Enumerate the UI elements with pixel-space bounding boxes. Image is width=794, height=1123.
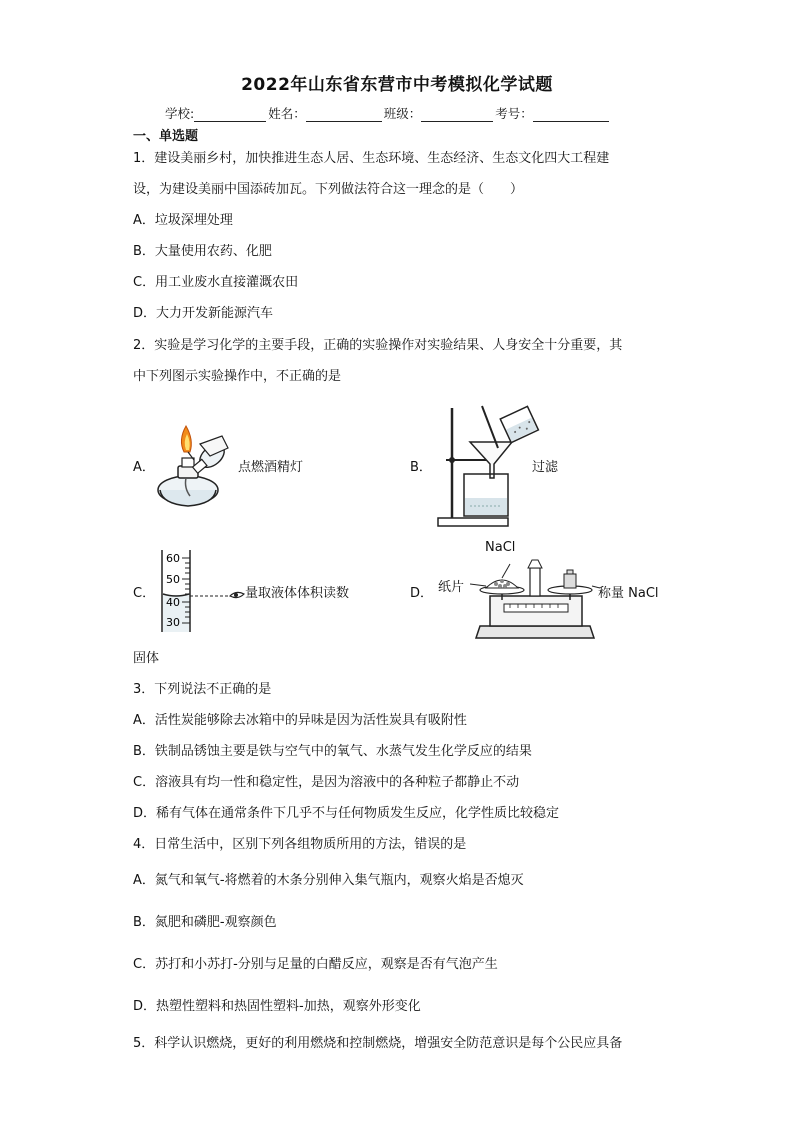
q1-option-d: D．大力开发新能源汽车 xyxy=(133,306,274,321)
q4-option-c: C．苏打和小苏打-分别与足量的白醋反应，观察是否有气泡产生 xyxy=(133,957,498,972)
name-label: 姓名： xyxy=(268,106,306,121)
cylinder-tick-30: 30 xyxy=(166,616,180,629)
q2-option-a-text: 点燃酒精灯 xyxy=(238,460,304,475)
q2-option-c-text: 量取液体体积读数 xyxy=(245,586,350,601)
section-heading: 一、单选题 xyxy=(133,129,199,144)
q2-option-b-letter: B． xyxy=(410,460,432,475)
q1-option-c: C．用工业废水直接灌溉农田 xyxy=(133,275,299,290)
balance-figure xyxy=(470,556,600,642)
name-blank[interactable] xyxy=(306,107,382,122)
q2-option-d-paper-label: 纸片 xyxy=(438,580,465,595)
student-info-row xyxy=(165,104,611,122)
q2-stem-line2: 中下列图示实验操作中，不正确的是 xyxy=(133,369,342,384)
school-label: 学校: xyxy=(165,106,195,121)
page-title: 2022年山东省东营市中考模拟化学试题 xyxy=(241,75,553,95)
exam-no-blank[interactable] xyxy=(533,107,609,122)
cylinder-tick-60: 60 xyxy=(166,552,180,565)
q4-option-a: A．氮气和氧气-将燃着的木条分别伸入集气瓶内，观察火焰是否熄灭 xyxy=(133,873,524,888)
q3-option-d: D．稀有气体在通常条件下几乎不与任何物质发生反应，化学性质比较稳定 xyxy=(133,806,560,821)
q4-stem: 4．日常生活中，区别下列各组物质所用的方法，错误的是 xyxy=(133,837,467,852)
q2-option-a-letter: A． xyxy=(133,460,155,475)
q2-option-d-letter: D． xyxy=(410,586,434,601)
q2-option-c-letter: C． xyxy=(133,586,156,601)
q3-option-a: A．活性炭能够除去冰箱中的异味是因为活性炭具有吸附性 xyxy=(133,713,467,728)
q3-option-c: C．溶液具有均一性和稳定性，是因为溶液中的各种粒子都静止不动 xyxy=(133,775,520,790)
q2-option-d-nacl-label: NaCl xyxy=(485,540,516,555)
q4-option-b: B．氮肥和磷肥-观察颜色 xyxy=(133,915,277,930)
q2-option-d-text-cont: 固体 xyxy=(133,651,160,666)
q2-option-b-text: 过滤 xyxy=(532,460,559,475)
q4-option-d: D．热塑性塑料和热固性塑料-加热，观察外形变化 xyxy=(133,999,421,1014)
q5-stem-line1: 5．科学认识燃烧，更好的利用燃烧和控制燃烧，增强安全防范意识是每个公民应具备 xyxy=(133,1036,623,1051)
q1-stem-line2: 设，为建设美丽中国添砖加瓦。下列做法符合这一理念的是（ ） xyxy=(133,182,524,197)
q3-stem: 3．下列说法不正确的是 xyxy=(133,682,272,697)
alcohol-lamp-figure xyxy=(150,422,240,512)
q1-option-b: B．大量使用农药、化肥 xyxy=(133,244,272,259)
q3-option-b: B．铁制品锈蚀主要是铁与空气中的氧气、水蒸气发生化学反应的结果 xyxy=(133,744,532,759)
q1-option-a: A．垃圾深埋处理 xyxy=(133,213,233,228)
exam-no-label: 考号： xyxy=(495,106,533,121)
school-blank[interactable] xyxy=(194,107,266,122)
class-blank[interactable] xyxy=(421,107,493,122)
cylinder-tick-40: 40 xyxy=(166,596,180,609)
graduated-cylinder-figure xyxy=(158,548,248,634)
filtration-figure xyxy=(430,404,540,528)
q2-option-d-text: 称量 NaCl xyxy=(598,586,659,601)
q1-stem-line1: 1．建设美丽乡村，加快推进生态人居、生态环境、生态经济、生态文化四大工程建 xyxy=(133,151,610,166)
q2-stem-line1: 2．实验是学习化学的主要手段，正确的实验操作对实验结果、人身安全十分重要，其 xyxy=(133,338,623,353)
cylinder-tick-50: 50 xyxy=(166,573,180,586)
class-label: 班级： xyxy=(383,106,422,121)
